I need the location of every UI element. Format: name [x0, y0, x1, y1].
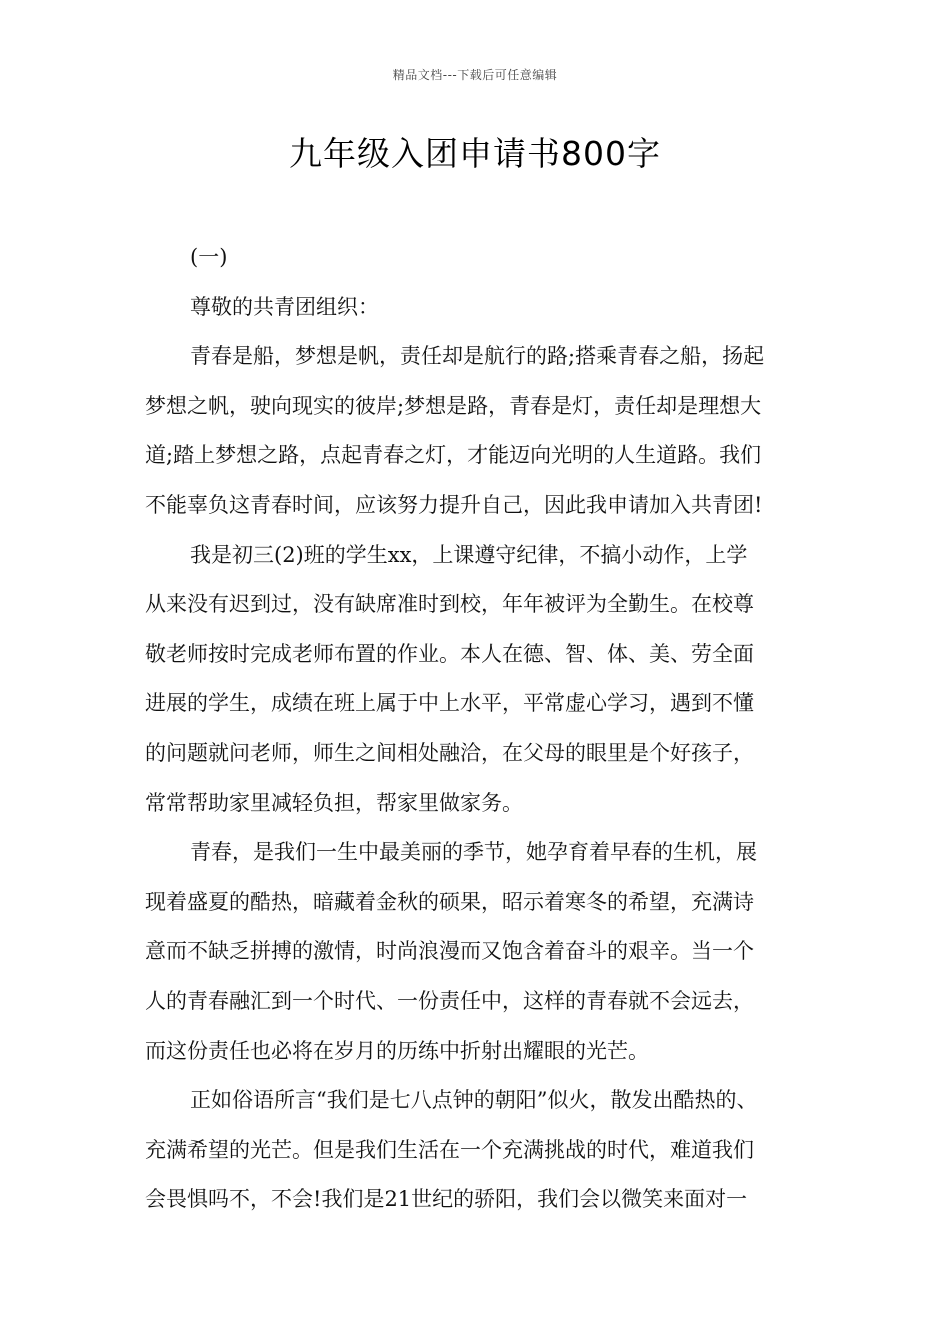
paragraph-line: 人的青春融汇到一个时代、一份责任中，这样的青春就不会远去， [145, 988, 754, 1013]
paragraph-line: 充满希望的光芒。但是我们生活在一个充满挑战的时代，难道我们 [145, 1137, 754, 1162]
salutation [145, 283, 810, 333]
paragraph-line: 的问题就问老师，师生之间相处融洽，在父母的眼里是个好孩子， [145, 740, 754, 765]
paragraph-line: 现着盛夏的酷热，暗藏着金秋的硕果，昭示着寒冬的希望，充满诗 [145, 889, 754, 914]
paragraph-line: 梦想之帆，驶向现实的彼岸;梦想是路，青春是灯，责任却是理想大 [145, 393, 762, 418]
paragraph-line: 我是初三(2)班的学生xx，上课遵守纪律，不搞小动作，上学 [190, 542, 748, 567]
page-header: 精品文档---下载后可任意编辑 [392, 68, 558, 82]
paragraph-line: 从来没有迟到过，没有缺席准时到校，年年被评为全勤生。在校尊 [145, 592, 754, 617]
paragraph-3 [145, 828, 810, 1076]
section-marker-text: (一) [190, 245, 228, 269]
paragraph-line: 道;踏上梦想之路，点起青春之灯，才能迈向光明的人生道路。我们 [145, 443, 762, 468]
paragraph-1 [145, 332, 810, 530]
paragraph-line: 敬老师按时完成老师布置的作业。本人在德、智、体、美、劳全面 [145, 641, 754, 666]
paragraph-4 [145, 1076, 810, 1225]
document-title: 九年级入团申请书800字 [289, 134, 661, 173]
paragraph-line: 青春是船，梦想是帆，责任却是航行的路;搭乘青春之船，扬起 [190, 344, 765, 369]
paragraph-2 [145, 531, 810, 829]
paragraph-line: 青春，是我们一生中最美丽的季节，她孕育着早春的生机，展 [190, 840, 757, 865]
paragraph-line: 意而不缺乏拼搏的激情，时尚浪漫而又饱含着奋斗的艰辛。当一个 [145, 939, 754, 964]
paragraph-line: 进展的学生，成绩在班上属于中上水平，平常虚心学习，遇到不懂 [145, 691, 754, 716]
paragraph-line: 正如俗语所言“我们是七八点钟的朝阳”似火，散发出酷热的、 [190, 1088, 758, 1113]
paragraph-line: 常常帮助家里减轻负担，帮家里做家务。 [145, 790, 523, 815]
document-body [145, 233, 810, 1225]
paragraph-line: 会畏惧吗不，不会!我们是21世纪的骄阳，我们会以微笑来面对一 [145, 1187, 748, 1212]
salutation-text: 尊敬的共青团组织： [190, 294, 379, 319]
paragraph-line: 而这份责任也必将在岁月的历练中折射出耀眼的光芒。 [145, 1038, 649, 1063]
paragraph-line: 不能辜负这青春时间，应该努力提升自己，因此我申请加入共青团! [145, 492, 763, 517]
section-marker [145, 233, 810, 283]
